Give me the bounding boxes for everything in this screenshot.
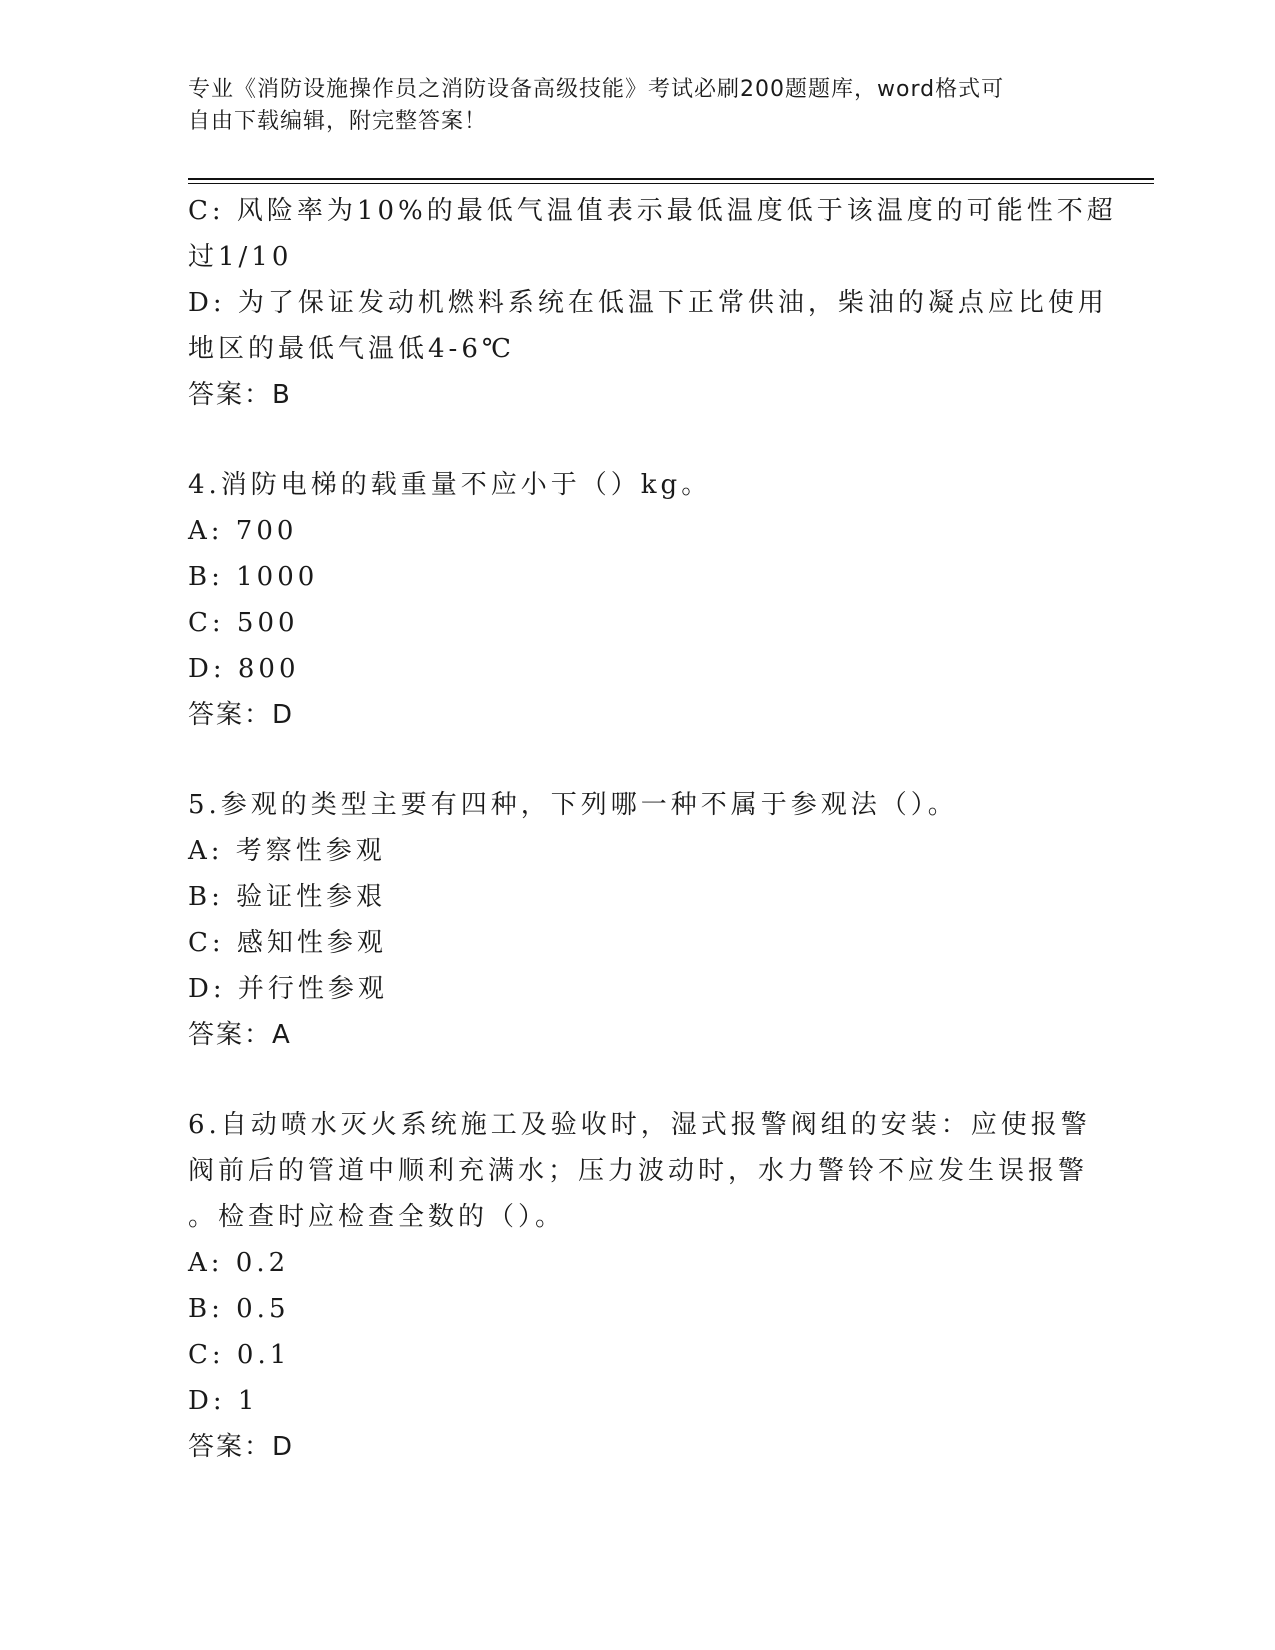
q3-option-d-line-2: 地区的最低气温低4-6℃ bbox=[188, 334, 515, 364]
header-line-1: 专业《消防设施操作员之消防设备高级技能》考试必刷200题题库，word格式可 bbox=[188, 77, 1005, 102]
q6-answer: 答案：D bbox=[188, 1432, 295, 1462]
q6-question-line-1: 6.自动喷水灭火系统施工及验收时，湿式报警阀组的安装：应使报警 bbox=[188, 1110, 1091, 1140]
document-header bbox=[188, 74, 1068, 138]
spacer bbox=[188, 1058, 1088, 1102]
q3-option-d-line-1: D: 为了保证发动机燃料系统在低温下正常供油，柴油的凝点应比使用 bbox=[188, 288, 1108, 318]
q6-option-d: D: 1 bbox=[188, 1386, 259, 1416]
q6-option-c: C: 0.1 bbox=[188, 1340, 291, 1370]
q4-answer: 答案：D bbox=[188, 700, 295, 730]
q6-question-line-3: 。检查时应检查全数的（）。 bbox=[188, 1202, 566, 1232]
question-6-block bbox=[188, 1102, 1091, 1470]
q6-question-line-2: 阀前后的管道中顺利充满水；压力波动时，水力警铃不应发生误报警 bbox=[188, 1156, 1089, 1186]
q5-option-a: A: 考察性参观 bbox=[188, 836, 386, 866]
question-5-block bbox=[188, 782, 1088, 1058]
q3-option-c-line-1: C: 风险率为10%的最低气温值表示最低温度低于该温度的可能性不超 bbox=[188, 196, 1117, 226]
header-rule-thin bbox=[188, 183, 1154, 184]
q5-option-b: B: 验证性参艰 bbox=[188, 882, 387, 912]
q4-option-b: B: 1000 bbox=[188, 562, 319, 592]
header-line-2: 自由下载编辑，附完整答案！ bbox=[188, 109, 488, 134]
q3-answer: 答案：B bbox=[188, 380, 292, 410]
q5-question: 5.参观的类型主要有四种，下列哪一种不属于参观法（）。 bbox=[188, 790, 958, 820]
q5-option-c: C: 感知性参观 bbox=[188, 928, 387, 958]
question-3-block bbox=[188, 188, 1117, 418]
q3-option-c-line-2: 过1/10 bbox=[188, 242, 293, 272]
q4-option-a: A: 700 bbox=[188, 516, 298, 546]
q4-option-d: D: 800 bbox=[188, 654, 300, 684]
header-rule-thick bbox=[188, 178, 1154, 180]
q6-option-b: B: 0.5 bbox=[188, 1294, 290, 1324]
question-content bbox=[188, 188, 1117, 1470]
question-4-block bbox=[188, 462, 1088, 738]
q4-question: 4.消防电梯的载重量不应小于（）kg。 bbox=[188, 470, 712, 500]
q6-option-a: A: 0.2 bbox=[188, 1248, 290, 1278]
q4-option-c: C: 500 bbox=[188, 608, 299, 638]
q5-option-d: D: 并行性参观 bbox=[188, 974, 388, 1004]
spacer bbox=[188, 418, 1088, 462]
spacer bbox=[188, 738, 1088, 782]
q5-answer: 答案：A bbox=[188, 1020, 292, 1050]
